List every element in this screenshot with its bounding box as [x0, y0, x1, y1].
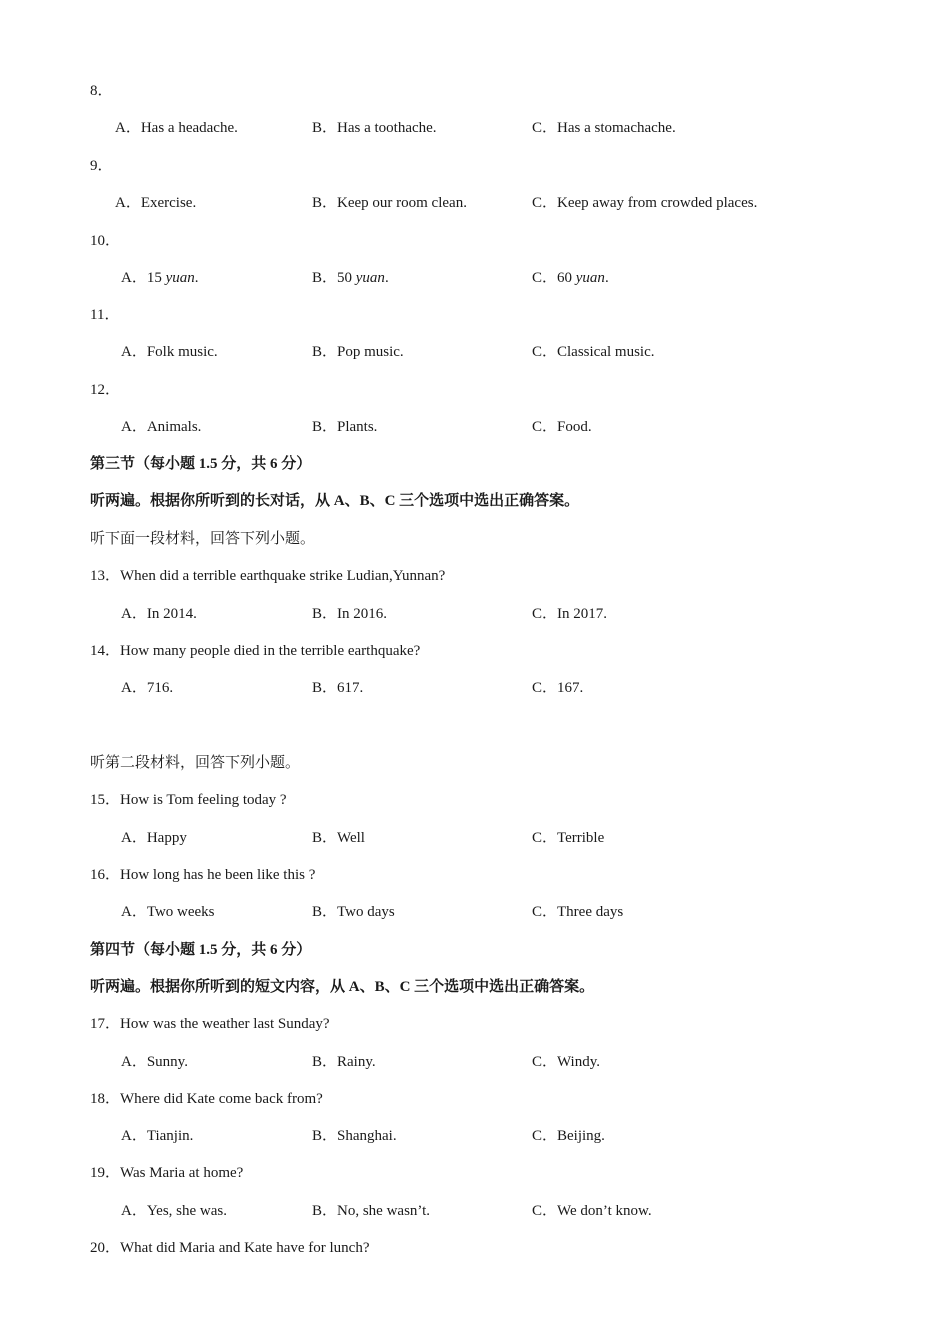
q10-option-a — [121, 268, 199, 288]
q13-option-c: C．In 2017. — [532, 606, 608, 622]
question-15: 15．How is Tom feeling today ? — [90, 792, 287, 808]
question-17: 17．How was the weather last Sunday? — [90, 1016, 330, 1032]
q14-option-c: C．167. — [532, 680, 584, 696]
question-11-number: 11． — [90, 307, 120, 323]
q16-option-b: B．Two days — [312, 904, 395, 920]
q10-option-b-prefix: B．50 — [312, 270, 356, 286]
q13-option-b: B．In 2016. — [312, 606, 388, 622]
q8-option-c: C．Has a stomachache. — [532, 120, 676, 136]
q10-option-b — [312, 268, 389, 288]
material-2-heading: 听第二段材料，回答下列小题。 — [90, 755, 301, 771]
question-13: 13．When did a terrible earthquake strike Ludian,Yunnan? — [90, 568, 446, 584]
q12-option-c: C．Food. — [532, 419, 592, 435]
q17-option-b: B．Rainy. — [312, 1054, 376, 1070]
q16-option-c: C．Three days — [532, 904, 624, 920]
q19-option-c: C．We don’t know. — [532, 1203, 652, 1219]
q12-option-b: B．Plants. — [312, 419, 378, 435]
q9-option-a: A．Exercise. — [115, 195, 197, 211]
q19-option-b: B．No, she wasn’t. — [312, 1203, 431, 1219]
question-18: 18．Where did Kate come back from? — [90, 1091, 323, 1107]
q11-option-b: B．Pop music. — [312, 344, 404, 360]
question-20: 20．What did Maria and Kate have for lunch? — [90, 1240, 370, 1256]
q14-option-a: A．716. — [121, 680, 174, 696]
q8-option-b: B．Has a toothache. — [312, 120, 437, 136]
q10-option-c-prefix: C．60 — [532, 270, 576, 286]
q10-option-a-unit: yuan — [165, 270, 195, 286]
q11-option-a: A．Folk music. — [121, 344, 218, 360]
q18-option-a: A．Tianjin. — [121, 1128, 194, 1144]
q15-option-a: A．Happy — [121, 830, 187, 846]
q10-option-c — [532, 268, 609, 288]
question-9-number: 9． — [90, 158, 113, 174]
q11-option-c: C．Classical music. — [532, 344, 655, 360]
q9-option-b: B．Keep our room clean. — [312, 195, 467, 211]
q10-option-a-dot: . — [194, 270, 199, 286]
q10-option-b-unit: yuan — [355, 270, 385, 286]
q13-option-a: A．In 2014. — [121, 606, 197, 622]
section-3-instructions: 听两遍。根据你所听到的长对话，从 A、B、C 三个选项中选出正确答案。 — [90, 493, 580, 509]
q8-option-a: A．Has a headache. — [115, 120, 238, 136]
q19-option-a: A．Yes, she was. — [121, 1203, 227, 1219]
section-4-title: 第四节（每小题 1.5 分，共 6 分） — [90, 942, 312, 958]
q15-option-b: B．Well — [312, 830, 365, 846]
question-8-number: 8． — [90, 83, 113, 99]
section-4-instructions: 听两遍。根据你所听到的短文内容，从 A、B、C 三个选项中选出正确答案。 — [90, 979, 595, 995]
q12-option-a: A．Animals. — [121, 419, 202, 435]
q10-option-a-prefix: A．15 — [121, 270, 166, 286]
question-19: 19．Was Maria at home? — [90, 1165, 244, 1181]
q17-option-c: C．Windy. — [532, 1054, 601, 1070]
question-14: 14．How many people died in the terrible earthquake? — [90, 643, 421, 659]
question-16: 16．How long has he been like this ? — [90, 867, 316, 883]
question-10-number: 10． — [90, 233, 121, 249]
section-3-title: 第三节（每小题 1.5 分，共 6 分） — [90, 456, 312, 472]
q17-option-a: A．Sunny. — [121, 1054, 188, 1070]
q10-option-c-unit: yuan — [575, 270, 605, 286]
q9-option-c: C．Keep away from crowded places. — [532, 195, 758, 211]
q18-option-c: C．Beijing. — [532, 1128, 605, 1144]
question-12-number: 12． — [90, 382, 121, 398]
q14-option-b: B．617. — [312, 680, 364, 696]
q18-option-b: B．Shanghai. — [312, 1128, 397, 1144]
q10-option-b-dot: . — [384, 270, 389, 286]
material-1-heading: 听下面一段材料，回答下列小题。 — [90, 531, 316, 547]
q15-option-c: C．Terrible — [532, 830, 605, 846]
q10-option-c-dot: . — [604, 270, 609, 286]
q16-option-a: A．Two weeks — [121, 904, 215, 920]
